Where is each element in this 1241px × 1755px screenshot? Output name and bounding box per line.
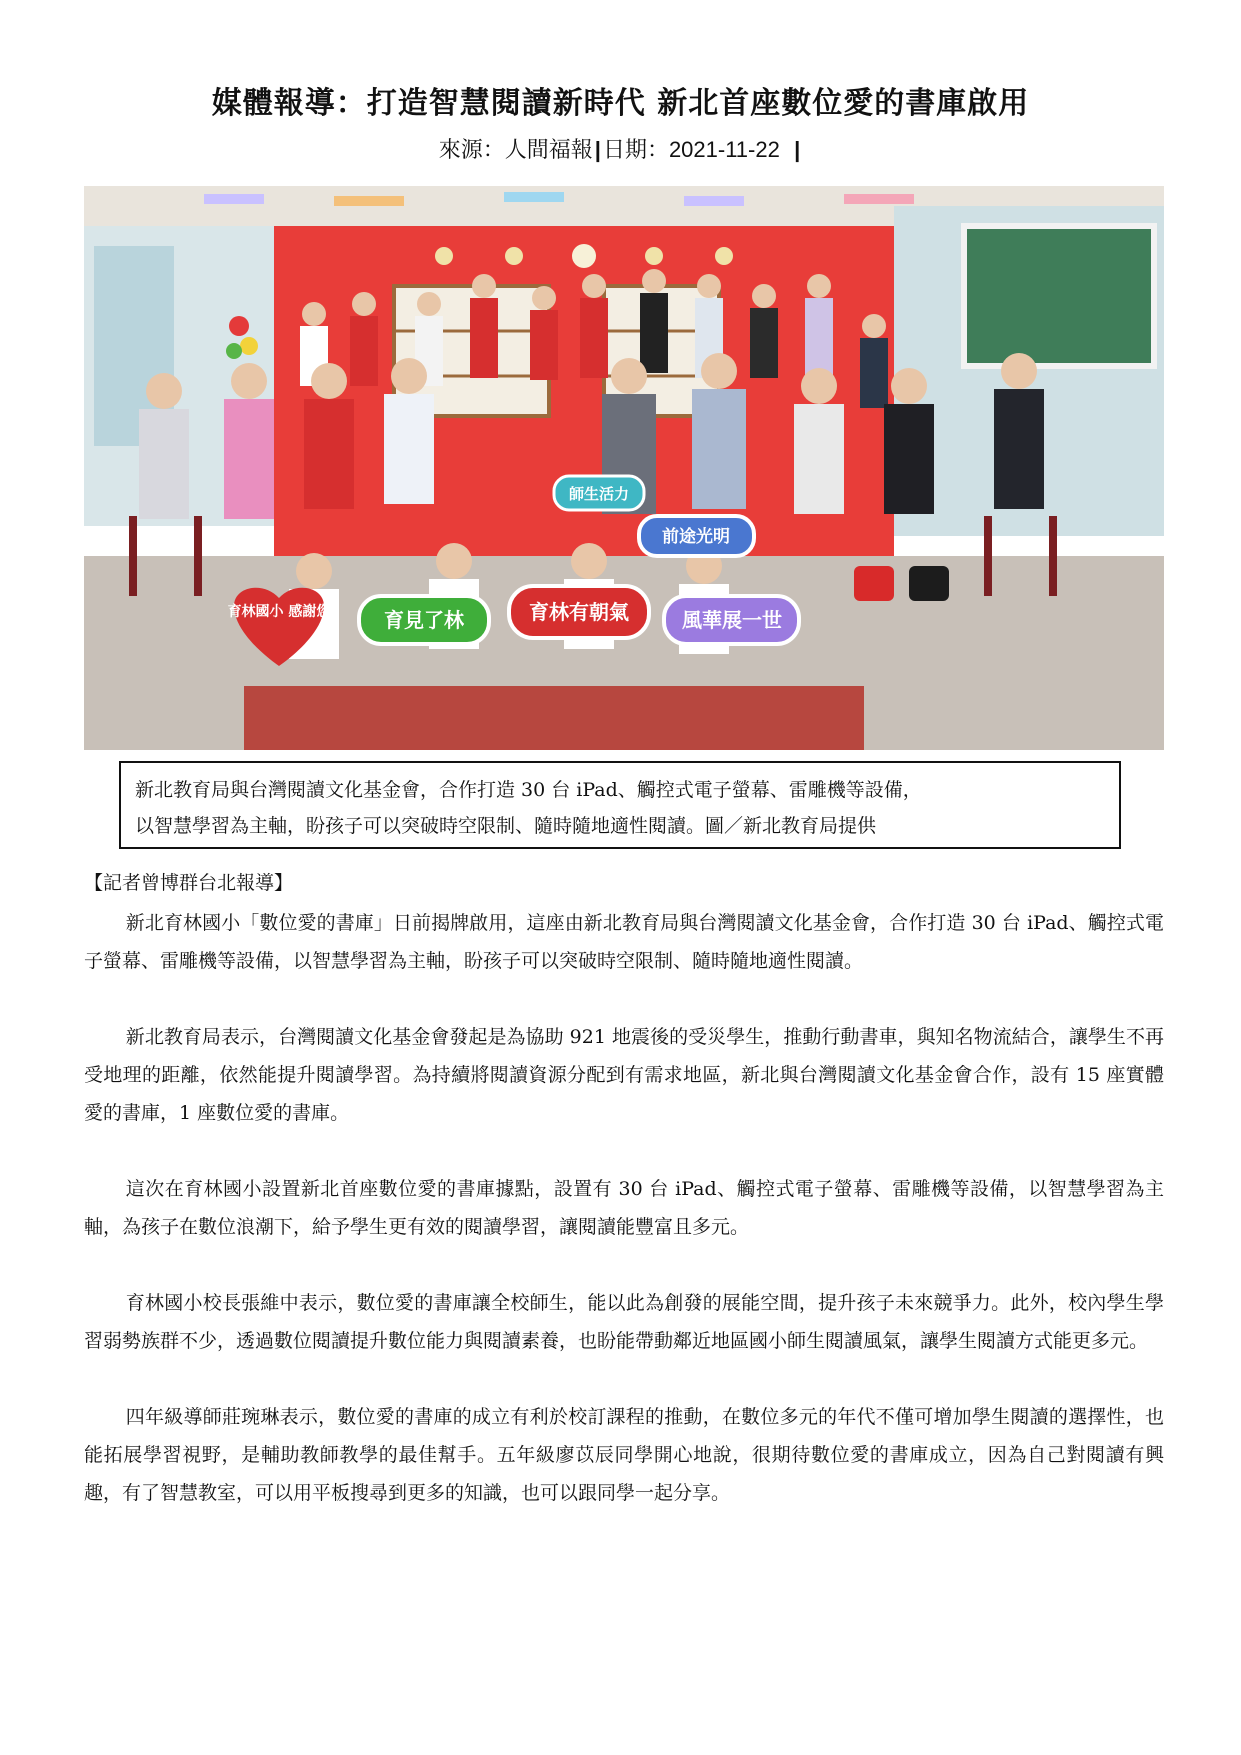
paragraph-3: 這次在育林國小設置新北首座數位愛的書庫據點，設置有 30 台 iPad、觸控式電子螢幕、雷雕機等設備，以智慧學習為主軸，為孩子在數位浪潮下，給予學生更有效的閱讀學習，讓閱讀能豐富且多元。 — [84, 1178, 1164, 1238]
byline: 【記者曾博群台北報導】 — [84, 872, 294, 894]
group-photo-illustration — [84, 186, 1164, 750]
sign-zhaoqi: 育林有朝氣 — [529, 600, 629, 624]
sign-shisheng: 師生活力 — [568, 485, 630, 503]
page-title: 媒體報導：打造智慧閱讀新時代 新北首座數位愛的書庫啟用 — [211, 86, 1030, 121]
paragraph-5: 四年級導師莊琬琳表示，數位愛的書庫的成立有利於校訂課程的推動，在數位多元的年代不僅可增加學生閱讀的選擇性，也能拓展學習視野，是輔助教師教學的最佳幫手。五年級廖苡辰同學開心地說，很期待數位愛的書庫成立，因為自己對閱讀有興趣，有了智慧教室，可以用平板搜尋到更多的知識，也可以跟同學一起分享。 — [84, 1406, 1164, 1504]
sign-yujian: 育見了林 — [384, 608, 464, 632]
paragraph-4: 育林國小校長張維中表示，數位愛的書庫讓全校師生，能以此為創發的展能空間，提升孩子未來競爭力。此外，校內學生學習弱勢族群不少，透過數位閱讀提升數位能力與閱讀素養，也盼能帶動鄰近地區國小師生閱讀風氣，讓學生閱讀方式能更多元。 — [84, 1292, 1164, 1352]
paragraph-2: 新北教育局表示，台灣閱讀文化基金會發起是為協助 921 地震後的受災學生，推動行動書車，與知名物流結合，讓學生不再受地理的距離，依然能提升閱讀學習。為持續將閱讀資源分配到有需求地區，新北與台灣閱讀文化基金會合作，設有 15 座實體愛的書庫，1 座數位愛的書庫。 — [84, 1026, 1164, 1124]
photo-caption — [119, 761, 1121, 849]
trailing-separator: | — [794, 137, 801, 162]
caption-line-1: 新北教育局與台灣閱讀文化基金會，合作打造 30 台 iPad、觸控式電子螢幕、雷雕機等設備， — [135, 779, 922, 801]
paragraph-1: 新北育林國小「數位愛的書庫」日前揭牌啟用，這座由新北教育局與台灣閱讀文化基金會，合作打造 30 台 iPad、觸控式電子螢幕、雷雕機等設備，以智慧學習為主軸，盼孩子可以突破時空限制、隨時隨地適性閱讀。 — [84, 912, 1164, 972]
caption-line-2: 以智慧學習為主軸，盼孩子可以突破時空限制、隨時隨地適性閱讀。圖／新北教育局提供 — [135, 815, 877, 837]
sign-fenghua: 風華展一世 — [682, 608, 782, 632]
sign-qiantu: 前途光明 — [662, 527, 730, 547]
source-label: 來源：人間福報 — [438, 137, 593, 162]
article-body — [84, 904, 1164, 1550]
source-date-line — [0, 133, 1241, 164]
date-label: 日期：2021-11-22 — [602, 137, 780, 162]
news-photo — [84, 186, 1164, 750]
sign-ganxie: 育林國小 感謝您 — [227, 604, 331, 620]
separator: | — [594, 137, 601, 162]
